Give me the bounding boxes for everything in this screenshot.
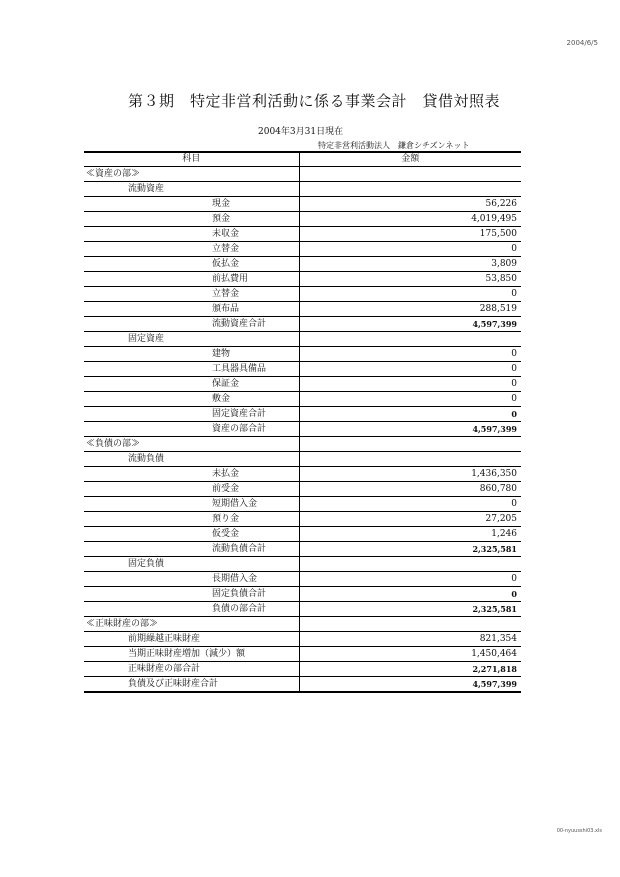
row-label: 流動資産 — [84, 182, 299, 197]
row-label: 当期正味財産増加（減少）額 — [84, 647, 299, 662]
row-label: ≪正味財産の部≫ — [84, 617, 299, 632]
row-label: 正味財産の部合計 — [84, 662, 299, 677]
table-row — [84, 467, 521, 482]
row-amount: 4,597,399 — [299, 677, 521, 693]
table-row — [84, 527, 521, 542]
table-row — [84, 392, 521, 407]
table-row — [84, 287, 521, 302]
table-row — [84, 542, 521, 557]
row-amount: 0 — [299, 572, 521, 587]
table-row — [84, 617, 521, 632]
table-row — [84, 347, 521, 362]
column-header-item: 科目 — [84, 152, 299, 167]
row-label: 資産の部合計 — [84, 422, 299, 437]
row-label: 短期借入金 — [84, 497, 299, 512]
row-label: 保証金 — [84, 377, 299, 392]
table-row — [84, 407, 521, 422]
table-row — [84, 422, 521, 437]
table-row — [84, 377, 521, 392]
row-label: 前受金 — [84, 482, 299, 497]
row-label: 固定資産合計 — [84, 407, 299, 422]
page-title: 第３期 特定非営利活動に係る事業会計 貸借対照表 — [128, 92, 501, 110]
row-amount: 0 — [299, 362, 521, 377]
table-row — [84, 227, 521, 242]
table-row — [84, 317, 521, 332]
table-row — [84, 557, 521, 572]
table-row — [84, 497, 521, 512]
row-amount: 0 — [299, 377, 521, 392]
row-label: 固定負債 — [84, 557, 299, 572]
row-label: 預り金 — [84, 512, 299, 527]
row-label: 頒布品 — [84, 302, 299, 317]
row-amount: 821,354 — [299, 632, 521, 647]
row-label: 流動負債 — [84, 452, 299, 467]
balance-sheet-body — [84, 167, 521, 693]
row-label: 敷金 — [84, 392, 299, 407]
row-label: 流動負債合計 — [84, 542, 299, 557]
row-label: 建物 — [84, 347, 299, 362]
table-row — [84, 197, 521, 212]
row-amount: 2,325,581 — [299, 542, 521, 557]
column-header-amount: 金額 — [299, 152, 521, 167]
row-amount — [299, 617, 521, 632]
row-amount: 1,246 — [299, 527, 521, 542]
row-amount: 2,271,818 — [299, 662, 521, 677]
table-row — [84, 167, 521, 182]
row-label: 長期借入金 — [84, 572, 299, 587]
table-row — [84, 512, 521, 527]
table-row — [84, 632, 521, 647]
table-row — [84, 272, 521, 287]
document-id: 00-nyuusshi03.xls — [556, 828, 602, 834]
row-amount: 0 — [299, 497, 521, 512]
row-label: 負債及び正味財産合計 — [84, 677, 299, 693]
row-amount: 175,500 — [299, 227, 521, 242]
row-amount: 0 — [299, 287, 521, 302]
row-label: 未払金 — [84, 467, 299, 482]
row-label: 工具器具備品 — [84, 362, 299, 377]
row-amount — [299, 182, 521, 197]
row-label: 現金 — [84, 197, 299, 212]
balance-sheet-table — [84, 151, 521, 693]
row-label: 前払費用 — [84, 272, 299, 287]
table-row — [84, 482, 521, 497]
print-date: 2004/6/5 — [566, 39, 598, 47]
row-amount: 288,519 — [299, 302, 521, 317]
row-label: 未収金 — [84, 227, 299, 242]
table-row — [84, 362, 521, 377]
row-label: ≪負債の部≫ — [84, 437, 299, 452]
row-amount: 860,780 — [299, 482, 521, 497]
row-label: 固定負債合計 — [84, 587, 299, 602]
row-amount — [299, 452, 521, 467]
table-row — [84, 242, 521, 257]
table-row — [84, 662, 521, 677]
as-of-date: 2004年3月31日現在 — [258, 127, 344, 137]
table-row — [84, 452, 521, 467]
row-label: 前期繰越正味財産 — [84, 632, 299, 647]
table-header-row — [84, 152, 521, 167]
row-amount: 27,205 — [299, 512, 521, 527]
table-row — [84, 437, 521, 452]
row-amount: 0 — [299, 347, 521, 362]
row-amount: 4,597,399 — [299, 317, 521, 332]
table-row — [84, 587, 521, 602]
table-row — [84, 572, 521, 587]
table-row — [84, 302, 521, 317]
row-label: 立替金 — [84, 287, 299, 302]
row-amount — [299, 167, 521, 182]
organization-name: 特定非営利活動法人 鎌倉シチズンネット — [318, 141, 470, 150]
row-label: 立替金 — [84, 242, 299, 257]
row-amount: 3,809 — [299, 257, 521, 272]
row-label: 負債の部合計 — [84, 602, 299, 617]
table-row — [84, 677, 521, 693]
row-amount: 53,850 — [299, 272, 521, 287]
row-amount: 0 — [299, 407, 521, 422]
row-label: 預金 — [84, 212, 299, 227]
row-amount: 56,226 — [299, 197, 521, 212]
row-label: 固定資産 — [84, 332, 299, 347]
row-label: 仮払金 — [84, 257, 299, 272]
row-amount: 0 — [299, 392, 521, 407]
row-amount — [299, 437, 521, 452]
row-amount: 0 — [299, 587, 521, 602]
row-amount: 1,450,464 — [299, 647, 521, 662]
table-row — [84, 332, 521, 347]
table-row — [84, 257, 521, 272]
row-amount: 0 — [299, 242, 521, 257]
row-label: ≪資産の部≫ — [84, 167, 299, 182]
table-row — [84, 602, 521, 617]
row-amount: 1,436,350 — [299, 467, 521, 482]
row-label: 流動資産合計 — [84, 317, 299, 332]
row-amount — [299, 557, 521, 572]
row-amount: 4,019,495 — [299, 212, 521, 227]
table-row — [84, 647, 521, 662]
row-label: 仮受金 — [84, 527, 299, 542]
row-amount: 4,597,399 — [299, 422, 521, 437]
table-row — [84, 182, 521, 197]
table-row — [84, 212, 521, 227]
row-amount: 2,325,581 — [299, 602, 521, 617]
row-amount — [299, 332, 521, 347]
